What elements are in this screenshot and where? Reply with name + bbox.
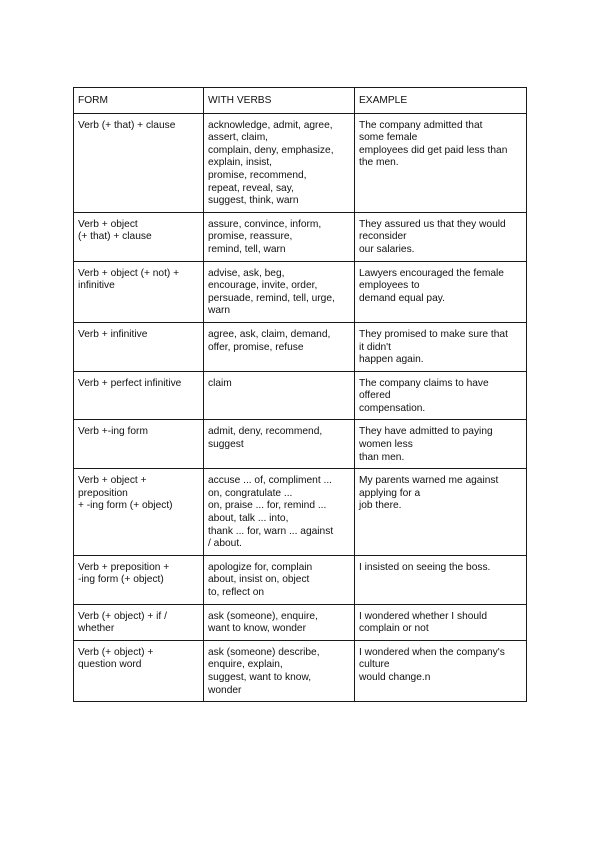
table-row <box>74 604 527 640</box>
cell-line: than men. <box>359 451 405 463</box>
cell-line: explain, insist, <box>208 157 272 169</box>
verbs-cell <box>204 113 355 212</box>
cell-line: promise, reassure, <box>208 231 293 243</box>
form-cell <box>74 420 204 469</box>
cell-line: / about. <box>208 538 242 550</box>
cell-line: offered <box>359 390 391 402</box>
form-cell <box>74 212 204 261</box>
verbs-cell <box>204 420 355 469</box>
cell-line: ask (someone), enquire, <box>208 610 318 622</box>
verbs-cell <box>204 640 355 701</box>
cell-line: reconsider <box>359 231 407 243</box>
header-form: FORM <box>74 88 204 114</box>
header-with-verbs: WITH VERBS <box>204 88 355 114</box>
verb-patterns-table <box>73 87 527 702</box>
cell-line: infinitive <box>78 280 115 292</box>
table-row <box>74 640 527 701</box>
cell-line: + -ing form (+ object) <box>78 500 173 512</box>
cell-line: Verb + object <box>78 218 138 230</box>
cell-line: offer, promise, refuse <box>208 341 304 353</box>
cell-line: accuse ... of, compliment ... <box>208 475 332 487</box>
table-row <box>74 420 527 469</box>
cell-line: The company admitted that <box>359 119 483 131</box>
cell-line: thank ... for, warn ... against <box>208 525 334 537</box>
cell-line: complain or not <box>359 623 429 635</box>
verbs-cell <box>204 322 355 371</box>
form-cell <box>74 113 204 212</box>
cell-line: the men. <box>359 157 399 169</box>
cell-line: Verb + object + <box>78 475 147 487</box>
cell-line: admit, deny, recommend, <box>208 426 323 438</box>
cell-line: question word <box>78 659 142 671</box>
example-cell <box>355 322 527 371</box>
cell-line: whether <box>78 623 115 635</box>
cell-line: warn <box>208 305 231 317</box>
cell-line: happen again. <box>359 354 424 366</box>
cell-line: enquire, explain, <box>208 659 283 671</box>
form-cell <box>74 469 204 556</box>
cell-line: about, insist on, object <box>208 574 310 586</box>
cell-line: I wondered when the company's <box>359 646 505 658</box>
cell-line: some female <box>359 132 418 144</box>
cell-line: promise, recommend, <box>208 169 307 181</box>
cell-line: agree, ask, claim, demand, <box>208 328 331 340</box>
cell-line: suggest <box>208 439 244 451</box>
cell-line: would change.n <box>359 671 431 683</box>
cell-line: Lawyers encouraged the female <box>359 267 504 279</box>
table-row <box>74 113 527 212</box>
table-row <box>74 261 527 322</box>
example-cell <box>355 640 527 701</box>
form-cell <box>74 604 204 640</box>
example-cell <box>355 555 527 604</box>
cell-line: on, congratulate ... <box>208 487 293 499</box>
cell-line: Verb (+ object) + <box>78 646 154 658</box>
cell-line: Verb (+ object) + if / <box>78 610 167 622</box>
cell-line: women less <box>359 439 413 451</box>
cell-line: (+ that) + clause <box>78 231 152 243</box>
cell-line: apologize for, complain <box>208 561 313 573</box>
cell-line: Verb +-ing form <box>78 426 148 438</box>
cell-line: applying for a <box>359 487 421 499</box>
cell-line: Verb + preposition + <box>78 561 170 573</box>
verbs-cell <box>204 371 355 420</box>
cell-line: it didn't <box>359 341 391 353</box>
table-row <box>74 469 527 556</box>
cell-line: advise, ask, beg, <box>208 267 285 279</box>
cell-line: assure, convince, inform, <box>208 218 322 230</box>
cell-line: suggest, think, warn <box>208 195 299 207</box>
example-cell <box>355 212 527 261</box>
table-body <box>74 113 527 702</box>
cell-line: suggest, want to know, <box>208 671 312 683</box>
cell-line: Verb (+ that) + clause <box>78 119 176 131</box>
header-example: EXAMPLE <box>355 88 527 114</box>
form-cell <box>74 555 204 604</box>
form-cell <box>74 261 204 322</box>
verbs-cell <box>204 469 355 556</box>
cell-line: Verb + object (+ not) + <box>78 267 180 279</box>
cell-line: remind, tell, warn <box>208 243 286 255</box>
cell-line: on, praise ... for, remind ... <box>208 500 327 512</box>
form-cell <box>74 322 204 371</box>
example-cell <box>355 371 527 420</box>
cell-line: compensation. <box>359 402 426 414</box>
table-header-row <box>74 88 527 114</box>
cell-line: ask (someone) describe, <box>208 646 320 658</box>
form-cell <box>74 640 204 701</box>
cell-line: employees did get paid less than <box>359 144 508 156</box>
cell-line: preposition <box>78 487 128 499</box>
cell-line: persuade, remind, tell, urge, <box>208 292 335 304</box>
cell-line: I wondered whether I should <box>359 610 487 622</box>
example-cell <box>355 113 527 212</box>
cell-line: want to know, wonder <box>208 623 306 635</box>
cell-line: -ing form (+ object) <box>78 574 164 586</box>
cell-line: employees to <box>359 280 420 292</box>
verbs-cell <box>204 555 355 604</box>
verbs-cell <box>204 604 355 640</box>
cell-line: acknowledge, admit, agree, <box>208 119 333 131</box>
cell-line: Verb + infinitive <box>78 328 148 340</box>
cell-line: They assured us that they would <box>359 218 506 230</box>
cell-line: to, reflect on <box>208 587 265 598</box>
cell-line: They promised to make sure that <box>359 328 508 340</box>
example-cell <box>355 604 527 640</box>
cell-line: assert, claim, <box>208 132 269 144</box>
table-row <box>74 555 527 604</box>
cell-line: encourage, invite, order, <box>208 280 318 292</box>
cell-line: job there. <box>359 500 402 512</box>
table-row <box>74 322 527 371</box>
example-cell <box>355 469 527 556</box>
example-cell <box>355 420 527 469</box>
cell-line: wonder <box>208 684 242 696</box>
cell-line: our salaries. <box>359 243 415 255</box>
table-row <box>74 371 527 420</box>
cell-line: They have admitted to paying <box>359 426 493 438</box>
table-row <box>74 212 527 261</box>
cell-line: about, talk ... into, <box>208 513 289 525</box>
example-cell <box>355 261 527 322</box>
verbs-cell <box>204 212 355 261</box>
cell-line: I insisted on seeing the boss. <box>359 561 491 573</box>
cell-line: claim <box>208 377 232 389</box>
verbs-cell <box>204 261 355 322</box>
cell-line: The company claims to have <box>359 377 489 389</box>
cell-line: demand equal pay. <box>359 292 445 304</box>
cell-line: My parents warned me against <box>359 475 499 487</box>
cell-line: culture <box>359 659 390 671</box>
cell-line: repeat, reveal, say, <box>208 182 294 194</box>
form-cell <box>74 371 204 420</box>
cell-line: complain, deny, emphasize, <box>208 144 334 156</box>
cell-line: Verb + perfect infinitive <box>78 377 182 389</box>
